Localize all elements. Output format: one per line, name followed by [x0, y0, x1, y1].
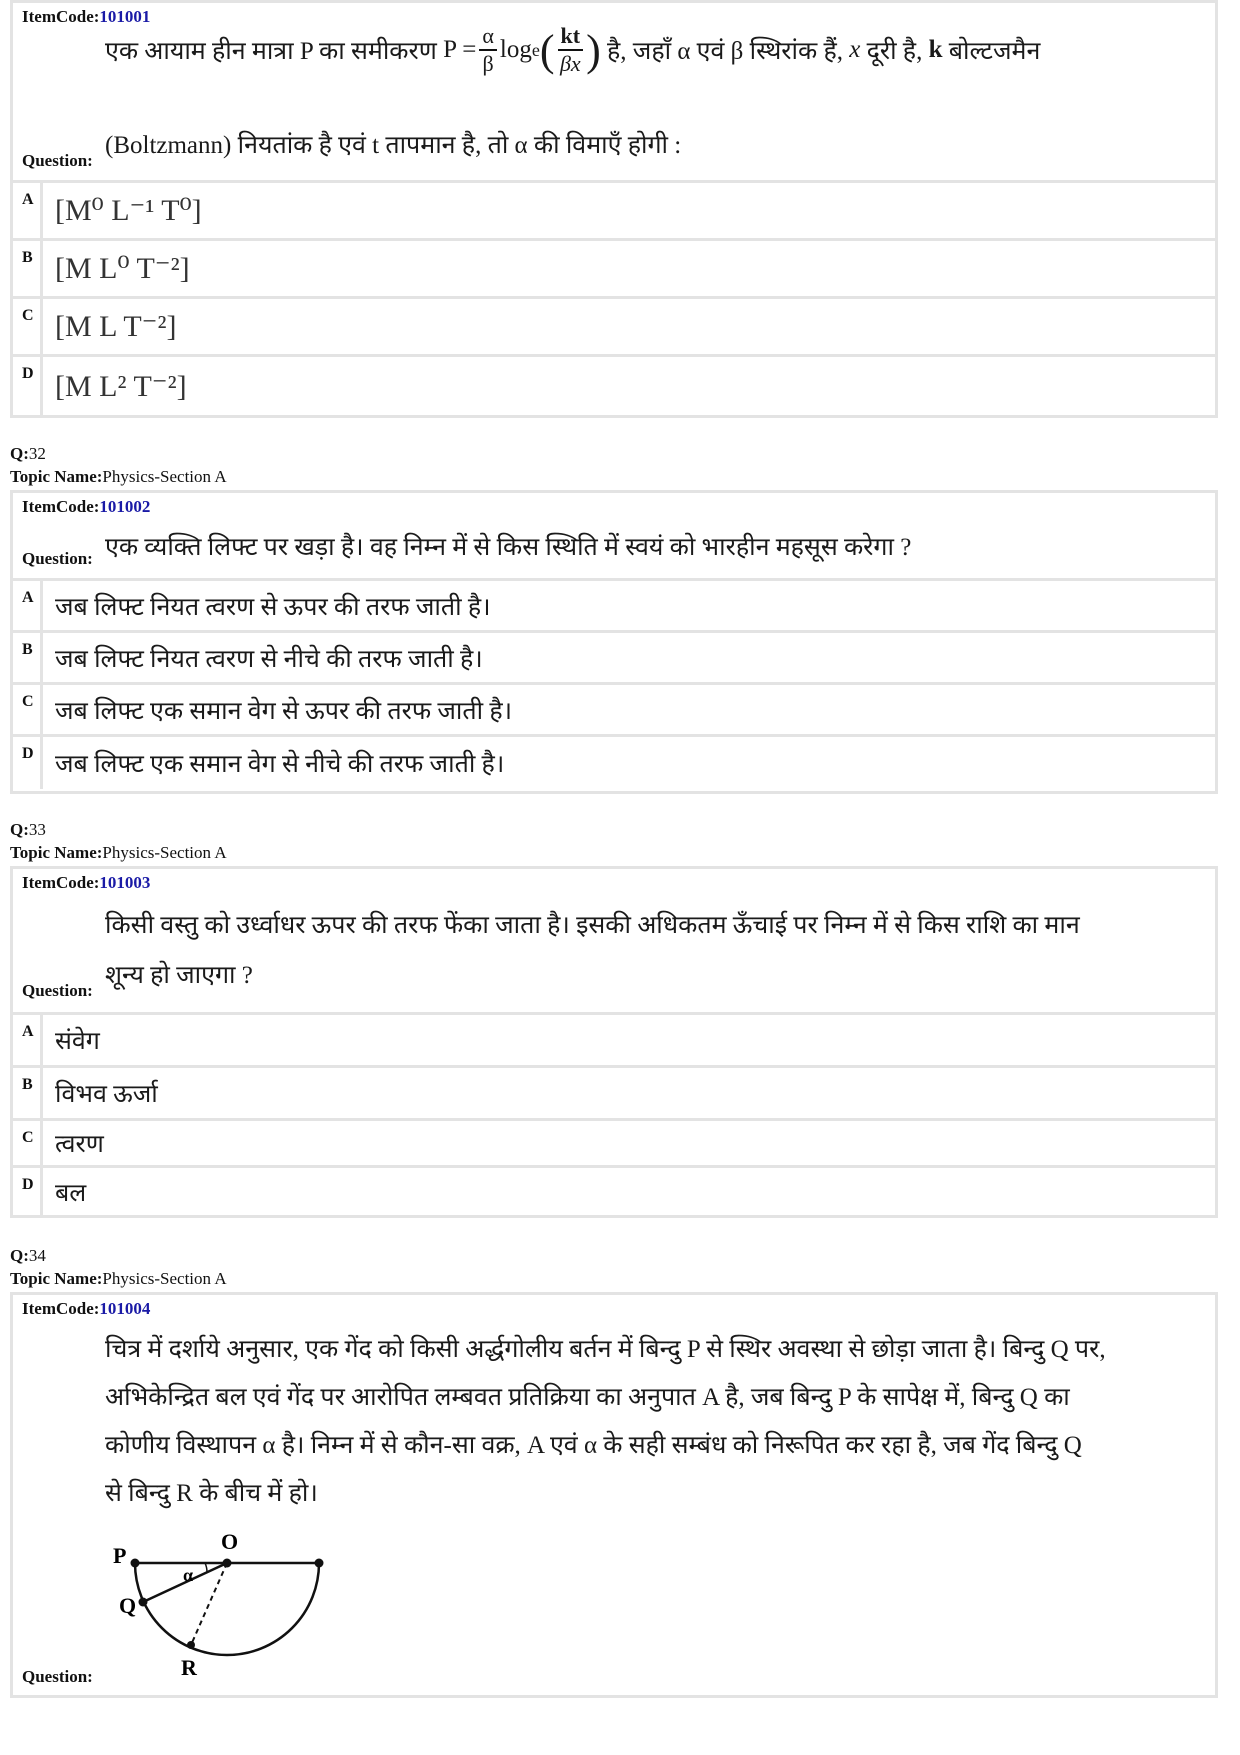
option-text: जब लिफ्ट एक समान वेग से नीचे की तरफ जाती है। — [55, 751, 505, 778]
question-text-line-2: (Boltzmann) नियतांक है एवं t तापमान है, तो α की विमाएँ होगी : — [105, 132, 682, 159]
equation-lhs: P = — [443, 36, 477, 63]
option-text: विभव ऊर्जा — [55, 1081, 158, 1108]
item-code-value: 101003 — [99, 873, 151, 892]
option-label: C — [13, 299, 43, 354]
point-o — [223, 1559, 232, 1568]
option-b[interactable] — [13, 633, 1215, 685]
option-label: A — [13, 183, 43, 238]
question-number: 34 — [28, 1246, 46, 1265]
question-label: Question: — [22, 549, 93, 568]
question-label: Question: — [22, 981, 93, 1000]
label-r: R — [181, 1655, 197, 1680]
question-meta-32: Q:32 Topic Name:Physics-Section A — [10, 444, 227, 486]
item-code: ItemCode:101004 — [22, 1299, 151, 1318]
item-code: ItemCode:101002 — [22, 497, 151, 516]
question-text-line-3: कोणीय विस्थापन α है। निम्न में से कौन-सा वक्र, A एवं α के सही सम्बंध को निरूपित कर रहा है, जब गेंद बिन्दु Q — [105, 1432, 1082, 1459]
question-number: 32 — [28, 444, 46, 463]
question-text-line-1: किसी वस्तु को उर्ध्वाधर ऊपर की तरफ फेंका जाता है। इसकी अधिकतम ऊँचाई पर निम्न में से किस राशि का मान — [105, 912, 1080, 939]
question-text: एक व्यक्ति लिफ्ट पर खड़ा है। वह निम्न में से किस स्थिति में स्वयं को भारहीन महसूस करेगा ? — [105, 534, 912, 561]
option-c[interactable] — [13, 1121, 1215, 1168]
option-d[interactable] — [13, 357, 1215, 415]
equation-inner-fraction: $\frac{kt}{\beta x}$ — [558, 23, 584, 77]
option-text: जब लिफ्ट एक समान वेग से ऊपर की तरफ जाती है। — [55, 697, 513, 725]
point-r — [187, 1641, 195, 1649]
option-a[interactable] — [13, 581, 1215, 633]
hemisphere-bowl — [135, 1563, 319, 1655]
alpha-arc — [205, 1563, 207, 1572]
option-d[interactable] — [13, 1168, 1215, 1215]
point-p — [131, 1559, 140, 1568]
topic-name: Physics-Section A — [102, 843, 227, 862]
option-text: [M⁰ L⁻¹ T⁰] — [55, 194, 202, 227]
option-text: बल — [55, 1179, 87, 1207]
question-text-line-1: चित्र में दर्शाये अनुसार, एक गेंद को किसी अर्द्धगोलीय बर्तन में बिन्दु P से स्थिर अवस्था से छोड़ा जाता है। बिन्दु Q पर, — [105, 1336, 1106, 1363]
question-card-101004 — [10, 1292, 1218, 1698]
question-label: Question: — [22, 151, 93, 170]
question-card-101003 — [10, 866, 1218, 1218]
item-code-value: 101002 — [99, 497, 151, 516]
question-header — [13, 493, 1215, 581]
question-text-line-1: एक आयाम हीन मात्रा P का समीकरण P = $\frac{\alpha}{\beta}$ log e ( $\frac{kt}{\beta x}$ ) है, जहाँ α एवं β स्थिरांक हैं, x दूरी है, k बोल्टजमैन — [105, 23, 1041, 76]
label-p: P — [113, 1543, 127, 1568]
point-rim-end — [315, 1559, 324, 1568]
question-header — [13, 869, 1215, 1015]
point-q — [139, 1598, 148, 1607]
option-a[interactable] — [13, 1015, 1215, 1068]
item-code-value: 101001 — [99, 7, 151, 26]
option-label: B — [13, 633, 43, 682]
option-label: A — [13, 1015, 43, 1065]
option-label: B — [13, 1068, 43, 1118]
question-meta-34: Q:34 Topic Name:Physics-Section A — [10, 1246, 227, 1288]
question-header — [13, 3, 1215, 183]
option-label: D — [13, 357, 43, 415]
option-b[interactable] — [13, 241, 1215, 299]
label-q: Q — [119, 1593, 137, 1618]
option-label: C — [13, 1121, 43, 1165]
option-text: संवेग — [55, 1028, 100, 1055]
question-text-line-4: से बिन्दु R के बीच में हो। — [105, 1480, 318, 1507]
option-text: [M L⁰ T⁻²] — [55, 252, 190, 285]
option-a[interactable] — [13, 183, 1215, 241]
option-label: A — [13, 581, 43, 630]
question-header — [13, 1295, 1215, 1695]
option-label: C — [13, 685, 43, 734]
question-card-101002 — [10, 490, 1218, 794]
option-text: जब लिफ्ट नियत त्वरण से नीचे की तरफ जाती है। — [55, 645, 483, 673]
option-c[interactable] — [13, 685, 1215, 737]
hemisphere-diagram — [105, 1523, 365, 1683]
option-text: त्वरण — [55, 1131, 104, 1158]
question-number: 33 — [28, 820, 46, 839]
question-text-line-2: अभिकेन्द्रित बल एवं गेंद पर आरोपित लम्बवत प्रतिक्रिया का अनुपात A है, जब बिन्दु P के सापेक्ष में, बिन्दु Q का — [105, 1384, 1070, 1411]
option-text: [M L² T⁻²] — [55, 369, 187, 403]
radius-or — [191, 1563, 227, 1645]
label-alpha: α — [183, 1565, 194, 1585]
question-label: Question: — [22, 1667, 93, 1686]
question-card-101001 — [10, 0, 1218, 418]
equation-fraction: $\frac{\alpha}{\beta}$ — [479, 23, 497, 77]
question-text-line-2: शून्य हो जाएगा ? — [105, 962, 253, 989]
option-label: B — [13, 241, 43, 296]
option-text: जब लिफ्ट नियत त्वरण से ऊपर की तरफ जाती है। — [55, 593, 491, 621]
item-code-value: 101004 — [99, 1299, 151, 1318]
topic-name: Physics-Section A — [102, 1269, 227, 1288]
option-c[interactable] — [13, 299, 1215, 357]
option-text: [M L T⁻²] — [55, 310, 177, 343]
option-b[interactable] — [13, 1068, 1215, 1121]
item-code: ItemCode:101003 — [22, 873, 151, 892]
option-label: D — [13, 1168, 43, 1215]
topic-name: Physics-Section A — [102, 467, 227, 486]
question-meta-33: Q:33 Topic Name:Physics-Section A — [10, 820, 227, 862]
label-o: O — [221, 1529, 239, 1554]
item-code: ItemCode:101001 — [22, 7, 151, 26]
option-label: D — [13, 737, 43, 789]
option-d[interactable] — [13, 737, 1215, 789]
